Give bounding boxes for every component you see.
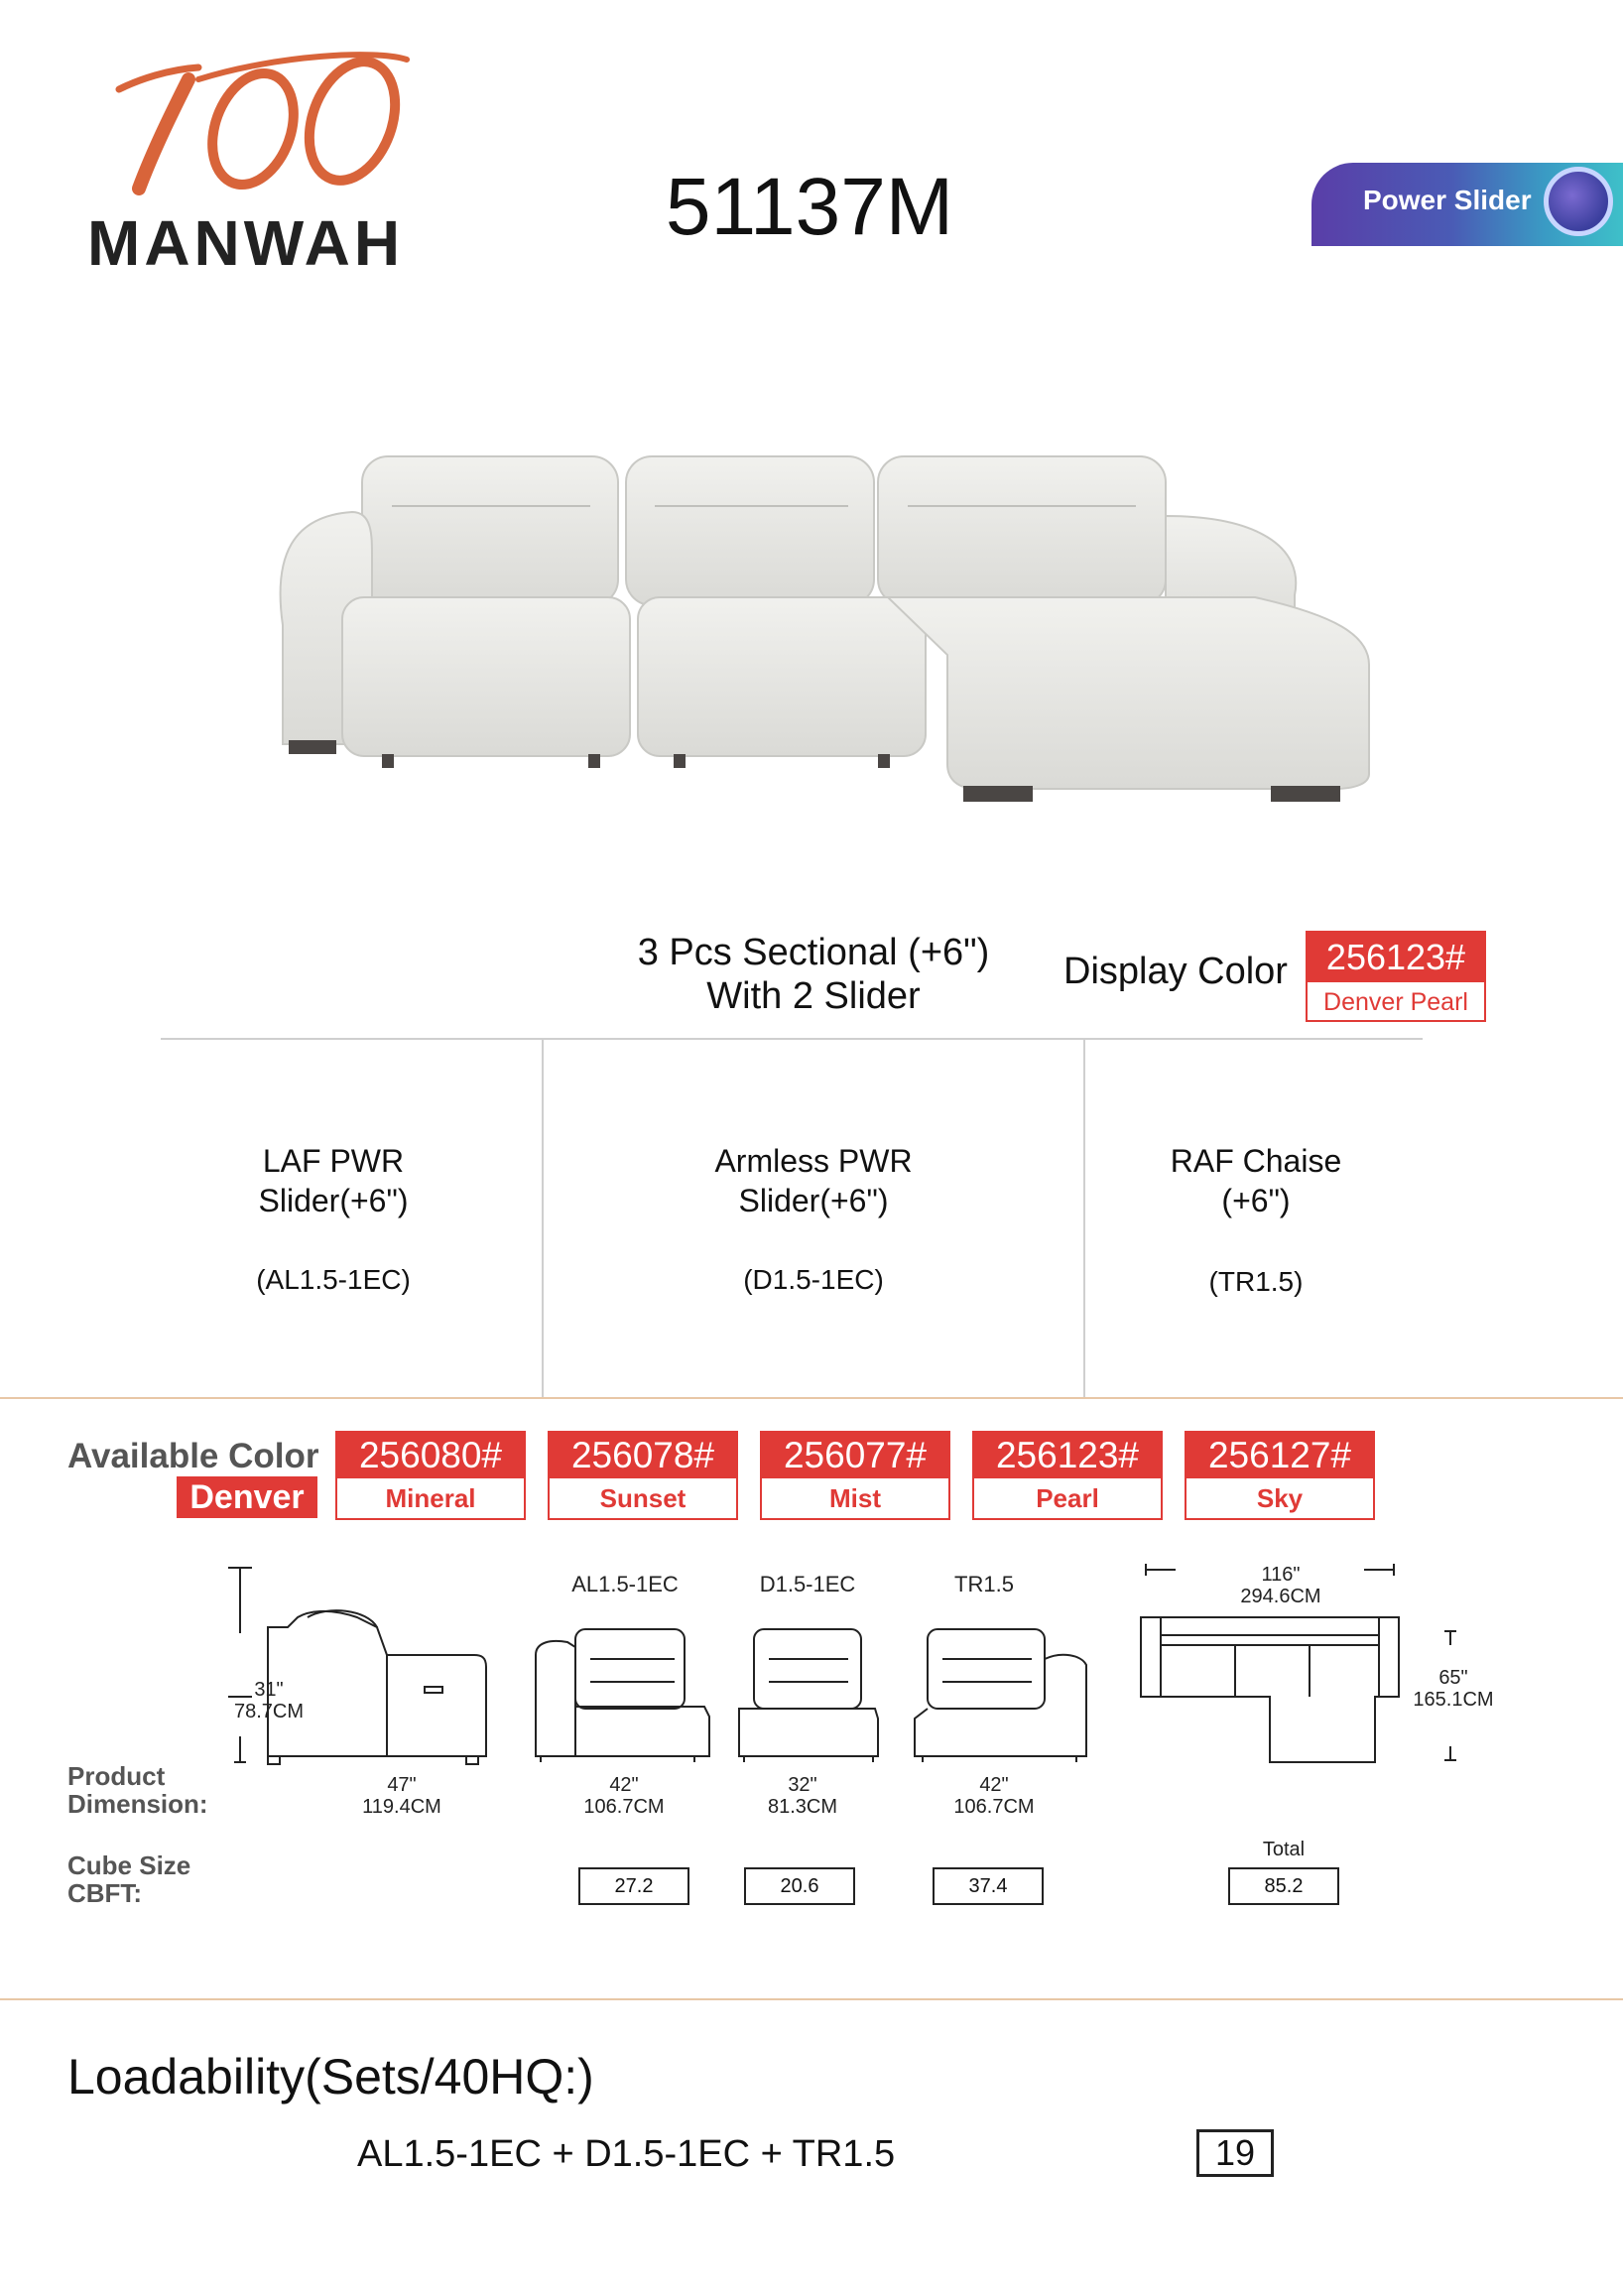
width-d xyxy=(738,1774,867,1818)
piece-armless-name xyxy=(655,1141,972,1220)
height-cm: 78.7CM xyxy=(233,1701,305,1722)
width-al-in: 42" xyxy=(609,1774,639,1796)
piece-raf-line-2: (+6") xyxy=(1221,1183,1291,1218)
width-tr-in: 42" xyxy=(979,1774,1009,1796)
badge-circle-icon xyxy=(1544,167,1613,236)
height-in: 31" xyxy=(254,1679,284,1701)
color-swatch xyxy=(972,1431,1163,1520)
piece-raf-name xyxy=(1097,1141,1415,1220)
swatch-name: Mineral xyxy=(385,1483,476,1513)
fabric-name-badge: Denver xyxy=(177,1476,317,1518)
divider-col-2 xyxy=(1083,1038,1085,1397)
cube-size-label xyxy=(67,1851,190,1907)
swatch-code: 256123# xyxy=(974,1433,1161,1478)
product-dimension-line-1: Product xyxy=(67,1761,166,1791)
unit-code-d: D1.5-1EC xyxy=(759,1572,856,1596)
piece-laf-line-1: LAF PWR xyxy=(262,1143,405,1179)
badge-label: Power Slider xyxy=(1363,185,1532,215)
swatch-name: Mist xyxy=(829,1483,881,1513)
overall-depth xyxy=(1399,1667,1508,1711)
sectional-line-2: With 2 Slider xyxy=(706,975,921,1017)
depth-in: 47" xyxy=(387,1774,417,1796)
piece-laf-line-2: Slider(+6") xyxy=(258,1183,409,1218)
color-swatch xyxy=(548,1431,738,1520)
model-number: 51137M xyxy=(665,162,954,252)
swatch-code: 256080# xyxy=(337,1433,524,1478)
color-swatch xyxy=(335,1431,526,1520)
display-color-label: Display Color xyxy=(1063,951,1288,992)
loadability-label: Loadability(Sets/40HQ:) xyxy=(67,2049,594,2105)
product-dimension-label xyxy=(67,1762,208,1818)
total-label: Total xyxy=(1262,1839,1306,1860)
color-swatch xyxy=(1185,1431,1375,1520)
loadability-formula: AL1.5-1EC + D1.5-1EC + TR1.5 xyxy=(357,2133,896,2175)
divider-top xyxy=(161,1038,1423,1040)
divider-col-1 xyxy=(542,1038,544,1397)
piece-laf-code: (AL1.5-1EC) xyxy=(256,1264,411,1295)
cube-d: 20.6 xyxy=(744,1867,855,1905)
height-dimension xyxy=(224,1679,313,1722)
cube-al: 27.2 xyxy=(578,1867,689,1905)
power-slider-badge xyxy=(1311,163,1623,246)
cube-size-line-1: Cube Size xyxy=(67,1850,191,1880)
swatch-name: Sunset xyxy=(599,1483,687,1513)
display-color-swatch xyxy=(1306,931,1486,1022)
divider-bottom xyxy=(0,1998,1623,2000)
product-dimension-line-2: Dimension: xyxy=(67,1789,208,1819)
width-tr-cm: 106.7CM xyxy=(953,1796,1035,1818)
overall-depth-cm: 165.1CM xyxy=(1413,1689,1494,1711)
width-d-cm: 81.3CM xyxy=(767,1796,838,1818)
cube-size-line-2: CBFT: xyxy=(67,1878,143,1908)
divider-section xyxy=(0,1397,1623,1399)
width-tr xyxy=(930,1774,1059,1818)
piece-armless-line-2: Slider(+6") xyxy=(738,1183,889,1218)
depth-cm: 119.4CM xyxy=(362,1796,441,1818)
available-color-label: Available Color xyxy=(67,1437,319,1475)
piece-raf-line-1: RAF Chaise xyxy=(1170,1143,1342,1179)
swatch-code: 256127# xyxy=(1186,1433,1373,1478)
width-d-in: 32" xyxy=(788,1774,817,1796)
overall-width-in: 116" xyxy=(1261,1564,1301,1586)
width-al xyxy=(560,1774,688,1818)
display-color-code: 256123# xyxy=(1308,933,1484,982)
display-color-name: Denver Pearl xyxy=(1323,988,1468,1016)
sectional-description xyxy=(556,931,1071,1018)
unit-code-al: AL1.5-1EC xyxy=(571,1572,679,1596)
swatch-name: Pearl xyxy=(1036,1483,1099,1513)
unit-code-tr: TR1.5 xyxy=(954,1572,1014,1596)
overall-depth-in: 65" xyxy=(1438,1667,1468,1689)
loadability-sets: 19 xyxy=(1196,2129,1274,2177)
swatch-code: 256078# xyxy=(550,1433,736,1478)
overall-width-cm: 294.6CM xyxy=(1240,1586,1321,1607)
width-al-cm: 106.7CM xyxy=(583,1796,665,1818)
piece-armless-code: (D1.5-1EC) xyxy=(743,1264,884,1295)
swatch-name: Sky xyxy=(1256,1483,1304,1513)
color-swatch xyxy=(760,1431,950,1520)
piece-raf-code: (TR1.5) xyxy=(1208,1266,1304,1297)
piece-armless-line-1: Armless PWR xyxy=(714,1143,913,1179)
sectional-line-1: 3 Pcs Sectional (+6") xyxy=(637,932,990,973)
depth-dimension xyxy=(337,1774,466,1818)
overall-width xyxy=(1216,1564,1345,1607)
piece-laf-name xyxy=(175,1141,492,1220)
sofa-image xyxy=(263,446,1384,824)
brand-name: MANWAH xyxy=(87,207,405,279)
cube-total: 85.2 xyxy=(1228,1867,1339,1905)
cube-tr: 37.4 xyxy=(933,1867,1044,1905)
swatch-code: 256077# xyxy=(762,1433,948,1478)
